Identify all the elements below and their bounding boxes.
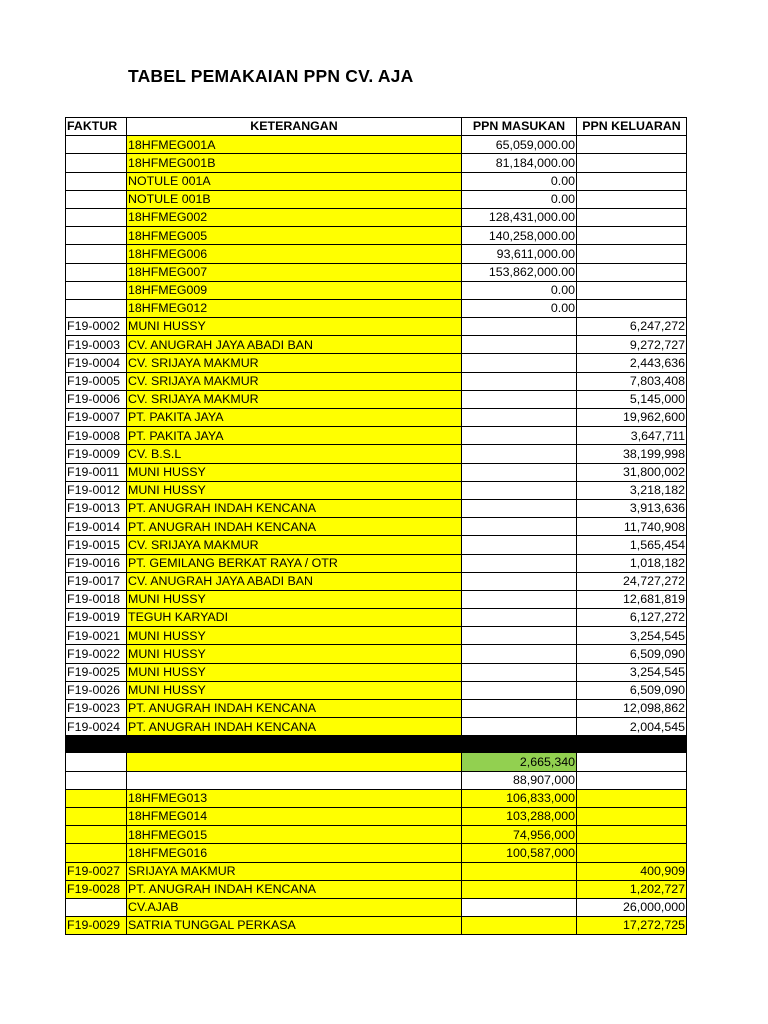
ppn-masukan-cell[interactable]	[462, 354, 577, 372]
table-row	[66, 590, 687, 608]
keterangan-cell[interactable]: 18HFMEG009	[127, 281, 462, 299]
ppn-masukan-cell[interactable]	[462, 445, 577, 463]
keterangan-cell[interactable]	[127, 771, 462, 789]
table-row	[66, 917, 687, 935]
keterangan-cell[interactable]: 18HFMEG016	[127, 844, 462, 862]
keterangan-cell[interactable]: PT. GEMILANG BERKAT RAYA / OTR	[127, 554, 462, 572]
table-row	[66, 663, 687, 681]
faktur-cell[interactable]: F19-0005	[66, 372, 127, 390]
ppn-keluaran-cell[interactable]	[577, 789, 687, 807]
ppn-keluaran-cell[interactable]: 19,962,600	[577, 409, 687, 427]
ppn-masukan-cell[interactable]	[462, 681, 577, 699]
table-row	[66, 372, 687, 390]
faktur-cell[interactable]: F19-0002	[66, 318, 127, 336]
ppn-masukan-cell[interactable]: 153,862,000.00	[462, 263, 577, 281]
table-row	[66, 499, 687, 517]
table-row	[66, 518, 687, 536]
ppn-keluaran-cell[interactable]: 38,199,998	[577, 445, 687, 463]
ppn-keluaran-cell[interactable]: 17,272,725	[577, 917, 687, 935]
ppn-masukan-cell[interactable]: 93,611,000.00	[462, 245, 577, 263]
faktur-cell[interactable]: F19-0025	[66, 663, 127, 681]
table-row	[66, 463, 687, 481]
ppn-keluaran-cell[interactable]: 3,647,711	[577, 427, 687, 445]
keterangan-cell[interactable]: MUNI HUSSY	[127, 627, 462, 645]
table-row	[66, 718, 687, 736]
faktur-cell[interactable]: F19-0028	[66, 880, 127, 898]
ppn-masukan-cell[interactable]: 128,431,000.00	[462, 208, 577, 226]
table-row	[66, 354, 687, 372]
table-row	[66, 609, 687, 627]
ppn-masukan-cell[interactable]	[462, 390, 577, 408]
page-title: TABEL PEMAKAIAN PPN CV. AJA	[128, 66, 414, 86]
ppn-keluaran-cell[interactable]	[577, 136, 687, 154]
table-row	[66, 880, 687, 898]
keterangan-cell[interactable]: 18HFMEG001B	[127, 154, 462, 172]
ppn-masukan-cell[interactable]	[462, 536, 577, 554]
keterangan-cell[interactable]: CV. B.S.L	[127, 445, 462, 463]
faktur-cell[interactable]	[66, 245, 127, 263]
faktur-cell[interactable]: F19-0009	[66, 445, 127, 463]
ppn-masukan-cell[interactable]	[462, 862, 577, 880]
faktur-cell[interactable]	[66, 299, 127, 317]
table-row	[66, 245, 687, 263]
ppn-masukan-cell[interactable]	[462, 645, 577, 663]
table-row	[66, 554, 687, 572]
keterangan-cell[interactable]: PT. ANUGRAH INDAH KENCANA	[127, 700, 462, 718]
ppn-masukan-cell[interactable]	[462, 499, 577, 517]
ppn-keluaran-cell[interactable]: 11,740,908	[577, 518, 687, 536]
ppn-masukan-cell[interactable]: 2,665,340	[462, 753, 577, 771]
keterangan-cell[interactable]: PT. ANUGRAH INDAH KENCANA	[127, 499, 462, 517]
table-row	[66, 318, 687, 336]
faktur-cell[interactable]: F19-0006	[66, 390, 127, 408]
faktur-cell[interactable]: F19-0011	[66, 463, 127, 481]
ppn-masukan-cell[interactable]	[462, 880, 577, 898]
faktur-cell[interactable]	[66, 263, 127, 281]
keterangan-cell[interactable]: MUNI HUSSY	[127, 318, 462, 336]
faktur-cell[interactable]: F19-0003	[66, 336, 127, 354]
header-faktur[interactable]: FAKTUR	[66, 118, 127, 136]
faktur-cell[interactable]: F19-0017	[66, 572, 127, 590]
faktur-cell[interactable]	[66, 753, 127, 771]
table-row	[66, 826, 687, 844]
ppn-keluaran-cell[interactable]: 12,098,862	[577, 700, 687, 718]
separator-cell	[127, 736, 462, 753]
keterangan-cell[interactable]: MUNI HUSSY	[127, 481, 462, 499]
keterangan-cell[interactable]: CV. ANUGRAH JAYA ABADI BAN	[127, 336, 462, 354]
faktur-cell[interactable]	[66, 771, 127, 789]
ppn-keluaran-cell[interactable]: 12,681,819	[577, 590, 687, 608]
faktur-cell[interactable]	[66, 208, 127, 226]
keterangan-cell[interactable]: NOTULE 001A	[127, 172, 462, 190]
separator-bar	[66, 736, 687, 753]
ppn-masukan-cell[interactable]	[462, 554, 577, 572]
table-row	[66, 190, 687, 208]
keterangan-cell[interactable]: PT. PAKITA JAYA	[127, 409, 462, 427]
faktur-cell[interactable]	[66, 154, 127, 172]
table-row	[66, 645, 687, 663]
ppn-masukan-cell[interactable]: 103,288,000	[462, 807, 577, 825]
faktur-cell[interactable]: F19-0029	[66, 917, 127, 935]
keterangan-cell[interactable]: CV. SRIJAYA MAKMUR	[127, 536, 462, 554]
ppn-masukan-cell[interactable]	[462, 336, 577, 354]
table-row	[66, 390, 687, 408]
ppn-masukan-cell[interactable]	[462, 917, 577, 935]
keterangan-cell[interactable]: CV. SRIJAYA MAKMUR	[127, 354, 462, 372]
ppn-keluaran-cell[interactable]: 5,145,000	[577, 390, 687, 408]
faktur-cell[interactable]: F19-0013	[66, 499, 127, 517]
ppn-masukan-cell[interactable]: 88,907,000	[462, 771, 577, 789]
separator-cell	[577, 736, 687, 753]
ppn-keluaran-cell[interactable]	[577, 844, 687, 862]
table-row	[66, 862, 687, 880]
ppn-keluaran-cell[interactable]	[577, 771, 687, 789]
ppn-masukan-cell[interactable]	[462, 627, 577, 645]
ppn-masukan-cell[interactable]	[462, 700, 577, 718]
ppn-masukan-cell[interactable]	[462, 609, 577, 627]
faktur-cell[interactable]	[66, 172, 127, 190]
faktur-cell[interactable]: F19-0015	[66, 536, 127, 554]
ppn-keluaran-cell[interactable]: 24,727,272	[577, 572, 687, 590]
faktur-cell[interactable]: F19-0004	[66, 354, 127, 372]
table-row	[66, 281, 687, 299]
table-row	[66, 409, 687, 427]
ppn-masukan-cell[interactable]: 0.00	[462, 190, 577, 208]
table-row	[66, 627, 687, 645]
ppn-keluaran-cell[interactable]: 3,254,545	[577, 663, 687, 681]
faktur-cell[interactable]: F19-0007	[66, 409, 127, 427]
table-row	[66, 263, 687, 281]
ppn-keluaran-cell[interactable]: 6,509,090	[577, 681, 687, 699]
faktur-cell[interactable]	[66, 789, 127, 807]
table-row	[66, 481, 687, 499]
ppn-keluaran-cell[interactable]: 6,247,272	[577, 318, 687, 336]
table-row	[66, 572, 687, 590]
faktur-cell[interactable]: F19-0016	[66, 554, 127, 572]
ppn-keluaran-cell[interactable]: 7,803,408	[577, 372, 687, 390]
faktur-cell[interactable]	[66, 190, 127, 208]
keterangan-cell[interactable]: CV.AJAB	[127, 898, 462, 916]
keterangan-cell[interactable]: PT. ANUGRAH INDAH KENCANA	[127, 518, 462, 536]
ppn-keluaran-cell[interactable]: 26,000,000	[577, 898, 687, 916]
faktur-cell[interactable]: F19-0019	[66, 609, 127, 627]
ppn-masukan-cell[interactable]	[462, 590, 577, 608]
ppn-keluaran-cell[interactable]: 2,004,545	[577, 718, 687, 736]
ppn-masukan-cell[interactable]: 65,059,000.00	[462, 136, 577, 154]
ppn-masukan-cell[interactable]: 140,258,000.00	[462, 227, 577, 245]
ppn-masukan-cell[interactable]: 100,587,000	[462, 844, 577, 862]
ppn-keluaran-cell[interactable]	[577, 208, 687, 226]
faktur-cell[interactable]	[66, 807, 127, 825]
ppn-keluaran-cell[interactable]	[577, 263, 687, 281]
ppn-masukan-cell[interactable]: 0.00	[462, 281, 577, 299]
keterangan-cell[interactable]: CV. ANUGRAH JAYA ABADI BAN	[127, 572, 462, 590]
faktur-cell[interactable]: F19-0021	[66, 627, 127, 645]
keterangan-cell[interactable]: TEGUH KARYADI	[127, 609, 462, 627]
ppn-masukan-cell[interactable]: 0.00	[462, 172, 577, 190]
ppn-masukan-cell[interactable]	[462, 898, 577, 916]
header-keterangan[interactable]: KETERANGAN	[127, 118, 462, 136]
table-row	[66, 681, 687, 699]
ppn-masukan-cell[interactable]	[462, 463, 577, 481]
faktur-cell[interactable]	[66, 227, 127, 245]
faktur-cell[interactable]: F19-0022	[66, 645, 127, 663]
faktur-cell[interactable]	[66, 281, 127, 299]
ppn-masukan-cell[interactable]: 81,184,000.00	[462, 154, 577, 172]
faktur-cell[interactable]	[66, 826, 127, 844]
keterangan-cell[interactable]: CV. SRIJAYA MAKMUR	[127, 390, 462, 408]
keterangan-cell[interactable]: 18HFMEG012	[127, 299, 462, 317]
ppn-keluaran-cell[interactable]	[577, 190, 687, 208]
table-row	[66, 427, 687, 445]
keterangan-cell[interactable]: 18HFMEG015	[127, 826, 462, 844]
ppn-keluaran-cell[interactable]: 3,218,182	[577, 481, 687, 499]
table-row	[66, 172, 687, 190]
ppn-masukan-cell[interactable]: 74,956,000	[462, 826, 577, 844]
keterangan-cell[interactable]: 18HFMEG007	[127, 263, 462, 281]
keterangan-cell[interactable]: PT. ANUGRAH INDAH KENCANA	[127, 880, 462, 898]
table-row	[66, 844, 687, 862]
ppn-keluaran-cell[interactable]	[577, 299, 687, 317]
ppn-keluaran-cell[interactable]: 400,909	[577, 862, 687, 880]
ppn-keluaran-cell[interactable]	[577, 245, 687, 263]
separator-cell	[462, 736, 577, 753]
ppn-keluaran-cell[interactable]: 1,018,182	[577, 554, 687, 572]
keterangan-cell[interactable]: 18HFMEG001A	[127, 136, 462, 154]
table-row	[66, 299, 687, 317]
table-row	[66, 807, 687, 825]
faktur-cell[interactable]	[66, 844, 127, 862]
ppn-masukan-cell[interactable]	[462, 372, 577, 390]
keterangan-cell[interactable]: MUNI HUSSY	[127, 681, 462, 699]
ppn-masukan-cell[interactable]	[462, 409, 577, 427]
separator-cell	[66, 736, 127, 753]
ppn-keluaran-cell[interactable]	[577, 826, 687, 844]
faktur-cell[interactable]: F19-0012	[66, 481, 127, 499]
keterangan-cell[interactable]: MUNI HUSSY	[127, 663, 462, 681]
table-row	[66, 445, 687, 463]
ppn-keluaran-cell[interactable]: 6,127,272	[577, 609, 687, 627]
keterangan-cell[interactable]	[127, 753, 462, 771]
ppn-keluaran-cell[interactable]: 3,913,636	[577, 499, 687, 517]
table-row	[66, 336, 687, 354]
keterangan-cell[interactable]: 18HFMEG014	[127, 807, 462, 825]
keterangan-cell[interactable]: 18HFMEG006	[127, 245, 462, 263]
ppn-keluaran-cell[interactable]: 2,443,636	[577, 354, 687, 372]
ppn-masukan-cell[interactable]	[462, 427, 577, 445]
faktur-cell[interactable]	[66, 136, 127, 154]
ppn-keluaran-cell[interactable]	[577, 281, 687, 299]
ppn-masukan-cell[interactable]	[462, 518, 577, 536]
faktur-cell[interactable]: F19-0014	[66, 518, 127, 536]
header-ppn-keluaran[interactable]: PPN KELUARAN	[577, 118, 687, 136]
header-ppn-masukan[interactable]: PPN MASUKAN	[462, 118, 577, 136]
keterangan-cell[interactable]: 18HFMEG005	[127, 227, 462, 245]
table-row	[66, 136, 687, 154]
faktur-cell[interactable]	[66, 898, 127, 916]
table-row	[66, 700, 687, 718]
keterangan-cell[interactable]: MUNI HUSSY	[127, 590, 462, 608]
ppn-masukan-cell[interactable]	[462, 481, 577, 499]
keterangan-cell[interactable]: 18HFMEG002	[127, 208, 462, 226]
ppn-table	[65, 117, 687, 935]
ppn-keluaran-cell[interactable]	[577, 154, 687, 172]
keterangan-cell[interactable]: MUNI HUSSY	[127, 645, 462, 663]
ppn-keluaran-cell[interactable]	[577, 172, 687, 190]
table-row	[66, 753, 687, 771]
ppn-keluaran-cell[interactable]	[577, 753, 687, 771]
faktur-cell[interactable]: F19-0026	[66, 681, 127, 699]
ppn-masukan-cell[interactable]	[462, 663, 577, 681]
ppn-keluaran-cell[interactable]: 1,202,727	[577, 880, 687, 898]
ppn-masukan-cell[interactable]	[462, 572, 577, 590]
keterangan-cell[interactable]: SRIJAYA MAKMUR	[127, 862, 462, 880]
table-row	[66, 227, 687, 245]
keterangan-cell[interactable]: 18HFMEG013	[127, 789, 462, 807]
keterangan-cell[interactable]: MUNI HUSSY	[127, 463, 462, 481]
keterangan-cell[interactable]: CV. SRIJAYA MAKMUR	[127, 372, 462, 390]
header-row	[66, 118, 687, 136]
table-row	[66, 154, 687, 172]
ppn-keluaran-cell[interactable]	[577, 227, 687, 245]
keterangan-cell[interactable]: PT. ANUGRAH INDAH KENCANA	[127, 718, 462, 736]
ppn-keluaran-cell[interactable]: 6,509,090	[577, 645, 687, 663]
ppn-masukan-cell[interactable]: 106,833,000	[462, 789, 577, 807]
table-row	[66, 208, 687, 226]
ppn-keluaran-cell[interactable]: 31,800,002	[577, 463, 687, 481]
keterangan-cell[interactable]: SATRIA TUNGGAL PERKASA	[127, 917, 462, 935]
ppn-keluaran-cell[interactable]	[577, 807, 687, 825]
table-row	[66, 536, 687, 554]
table-row	[66, 771, 687, 789]
ppn-keluaran-cell[interactable]: 9,272,727	[577, 336, 687, 354]
faktur-cell[interactable]: F19-0024	[66, 718, 127, 736]
table-row	[66, 898, 687, 916]
faktur-cell[interactable]: F19-0027	[66, 862, 127, 880]
faktur-cell[interactable]: F19-0018	[66, 590, 127, 608]
ppn-keluaran-cell[interactable]: 1,565,454	[577, 536, 687, 554]
faktur-cell[interactable]: F19-0023	[66, 700, 127, 718]
keterangan-cell[interactable]: NOTULE 001B	[127, 190, 462, 208]
faktur-cell[interactable]: F19-0008	[66, 427, 127, 445]
table-row	[66, 789, 687, 807]
ppn-keluaran-cell[interactable]: 3,254,545	[577, 627, 687, 645]
ppn-masukan-cell[interactable]	[462, 318, 577, 336]
ppn-masukan-cell[interactable]	[462, 718, 577, 736]
ppn-masukan-cell[interactable]: 0.00	[462, 299, 577, 317]
keterangan-cell[interactable]: PT. PAKITA JAYA	[127, 427, 462, 445]
